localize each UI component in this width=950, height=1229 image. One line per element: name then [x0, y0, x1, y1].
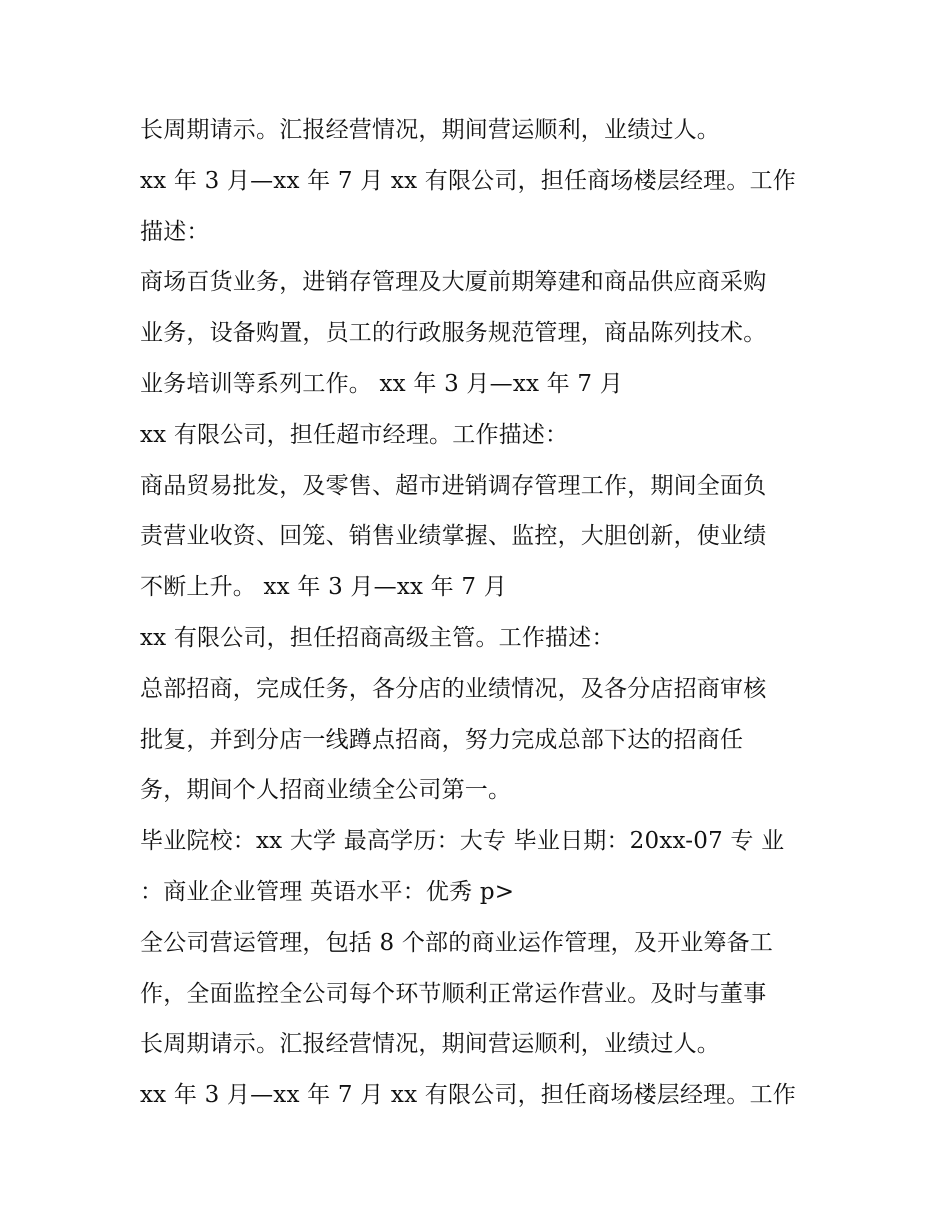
text-line: 责营业收资、回笼、销售业绩掌握、监控，大胆创新，使业绩 [140, 523, 767, 550]
text-line: 业务培训等系列工作。 xx 年 3 月—xx 年 7 月 [140, 370, 623, 397]
text-line: xx 年 3 月—xx 年 7 月 xx 有限公司，担任商场楼层经理。工作 [140, 167, 796, 194]
text-line: 毕业院校：xx 大学 最高学历：大专 毕业日期：20xx-07 专 业 [140, 828, 785, 855]
text-line: 业务，设备购置，员工的行政服务规范管理，商品陈列技术。 [140, 320, 767, 347]
text-line: 长周期请示。汇报经营情况，期间营运顺利，业绩过人。 [140, 117, 720, 143]
text-line: 商场百货业务，进销存管理及大厦前期筹建和商品供应商采购 [140, 269, 767, 296]
body-text [140, 105, 820, 1121]
text-line: 务，期间个人招商业绩全公司第一。 [140, 777, 512, 804]
text-line: 长周期请示。汇报经营情况，期间营运顺利，业绩过人。 [140, 1031, 720, 1058]
text-line: xx 年 3 月—xx 年 7 月 xx 有限公司，担任商场楼层经理。工作 [140, 1082, 796, 1109]
text-line: 全公司营运管理，包括 8 个部的商业运作管理，及开业筹备工 [140, 929, 774, 956]
text-line: 批复，并到分店一线蹲点招商，努力完成总部下达的招商任 [140, 726, 744, 753]
text-line: xx 有限公司，担任超市经理。工作描述： [140, 421, 569, 448]
text-line: xx 有限公司，担任招商高级主管。工作描述： [140, 624, 615, 651]
text-line: 总部招商，完成任务，各分店的业绩情况，及各分店招商审核 [140, 675, 767, 702]
text-line: ：商业企业管理 英语水平：优秀 p> [140, 878, 515, 905]
text-line: 作，全面监控全公司每个环节顺利正常运作营业。及时与董事 [140, 980, 767, 1007]
text-line: 商品贸易批发，及零售、超市进销调存管理工作，期间全面负 [140, 472, 767, 499]
text-line: 描述： [140, 218, 210, 245]
text-line: 不断上升。 xx 年 3 月—xx 年 7 月 [140, 574, 507, 601]
